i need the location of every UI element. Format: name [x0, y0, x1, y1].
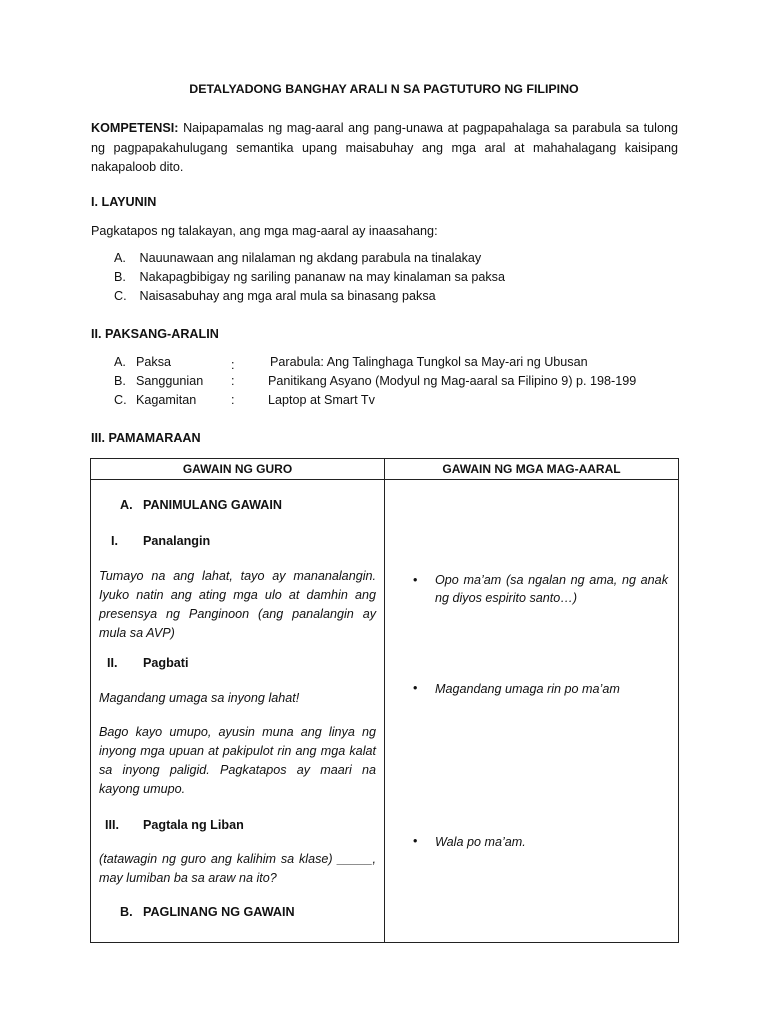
pk-colon: :	[231, 393, 235, 407]
pk-key: Kagamitan	[136, 393, 197, 407]
layunin-heading: I. LAYUNIN	[91, 195, 157, 209]
sagot-panalangin: Opo ma’am (sa ngalan ng ama, ng anak ng diyos espirito santo…)	[435, 573, 668, 605]
section-title: PAGLINANG NG GAWAIN	[143, 905, 295, 919]
list-text: Nakapagbibigay ng sariling pananaw na may kinalaman sa paksa	[139, 270, 505, 284]
kompetensi-label: KOMPETENSI:	[91, 121, 179, 135]
mag-aaral-cell	[385, 480, 679, 943]
paksang-aralin-row	[114, 393, 684, 411]
list-label: C.	[114, 289, 127, 303]
kompetensi-paragraph	[91, 119, 678, 178]
layunin-item	[114, 270, 505, 284]
paksang-aralin-row	[114, 355, 684, 373]
list-label: A.	[114, 355, 126, 369]
list-label: C.	[114, 393, 127, 407]
pk-colon: :	[231, 358, 235, 372]
subsection-title: Pagbati	[143, 656, 189, 670]
section-label: B.	[120, 905, 133, 919]
subsection-label: I.	[111, 534, 118, 548]
sagot-pagbati: Magandang umaga rin po ma’am	[435, 682, 620, 696]
pagbati-guro-text: Magandang umaga sa inyong lahat!	[99, 691, 300, 705]
list-text: Nauunawaan ang nilalaman ng akdang parabula na tinalakay	[139, 251, 482, 265]
list-text: Naisasabuhay ang mga aral mula sa binasang paksa	[139, 289, 436, 303]
subsection-label: III.	[105, 818, 119, 832]
layunin-intro: Pagkatapos ng talakayan, ang mga mag-aaral ay inaasahang:	[91, 224, 438, 238]
sagot-pagtala: Wala po ma’am.	[435, 835, 526, 849]
pk-key: Sanggunian	[136, 374, 204, 388]
pagtala-guro-text: (tatawagin ng guro ang kalihim sa klase) _____, may lumiban ba sa araw na ito?	[99, 852, 376, 885]
layunin-item	[114, 251, 481, 265]
subsection-title: Pagtala ng Liban	[143, 818, 244, 832]
paksang-aralin-row	[114, 374, 684, 392]
pamamaraan-heading: III. PAMAMARAAN	[91, 431, 201, 445]
pk-value: Laptop at Smart Tv	[268, 393, 375, 407]
column-header-guro: GAWAIN NG GURO	[91, 459, 385, 480]
bullet-icon: •	[413, 834, 418, 848]
guro-cell	[91, 480, 385, 943]
list-label: A.	[114, 251, 126, 265]
column-header-mag-aaral: GAWAIN NG MGA MAG-AARAL	[385, 459, 679, 480]
paksang-aralin-heading: II. PAKSANG-ARALIN	[91, 327, 219, 341]
pk-key: Paksa	[136, 355, 172, 369]
layunin-item	[114, 289, 436, 303]
pk-value: Parabula: Ang Talinghaga Tungkol sa May-ari ng Ubusan	[270, 355, 588, 369]
section-title: PANIMULANG GAWAIN	[143, 498, 282, 512]
list-label: B.	[114, 270, 126, 284]
bullet-icon: •	[413, 681, 418, 695]
pk-colon: :	[231, 374, 235, 388]
page-title: DETALYADONG BANGHAY ARALI N SA PAGTUTURO NG FILIPINO	[189, 82, 579, 96]
pamamaraan-table	[90, 458, 679, 943]
panalangin-guro-text: Tumayo na ang lahat, tayo ay mananalangin. Iyuko natin ang ating mga ulo at damhin ang presensya ng Panginoon (ang panalangin ay mula sa AVP)	[99, 569, 376, 640]
pk-value: Panitikang Asyano (Modyul ng Mag-aaral sa Filipino 9) p. 198-199	[268, 374, 637, 388]
kompetensi-text: Naipapamalas ng mag-aaral ang pang-unawa at pagpapahalaga sa parabula sa tulong ng pagpapakahulugang semantika upang maisabuhay ang mga aral at mahahalagang kaisipang nakapaloob dito.	[91, 121, 678, 174]
pagbati-guro-instruction: Bago kayo umupo, ayusin muna ang linya ng inyong mga upuan at pakipulot rin ang mga kalat sa inyong paligid. Pagkatapos ay maari na kayong umupo.	[99, 725, 376, 796]
section-label: A.	[120, 498, 133, 512]
list-label: B.	[114, 374, 126, 388]
bullet-icon: •	[413, 573, 418, 587]
subsection-title: Panalangin	[143, 534, 211, 548]
subsection-label: II.	[107, 656, 118, 670]
